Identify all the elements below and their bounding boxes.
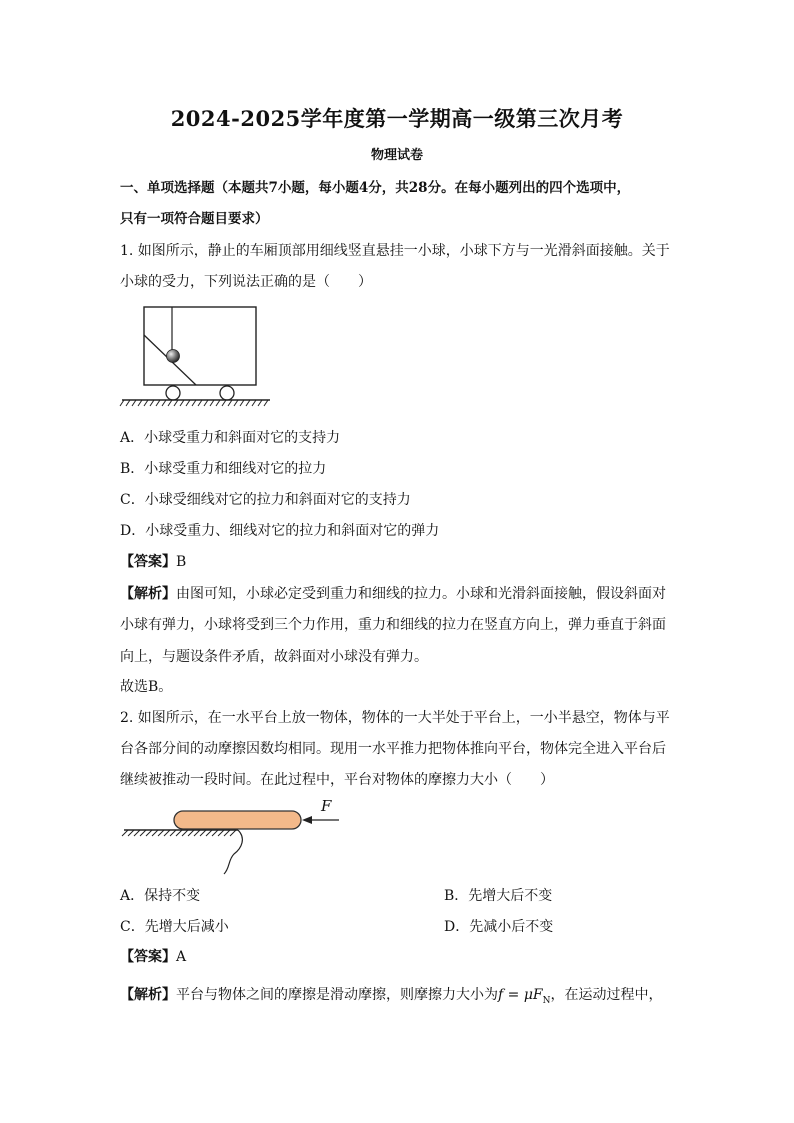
q2-option-c: C．先增大后减小 — [120, 919, 229, 935]
section-heading-line2: 只有一项符合题目要求） — [120, 211, 269, 227]
q1-answer-tag: 【答案】 — [120, 554, 176, 570]
q2-stem-line3: 继续被推动一段时间。在此过程中，平台对物体的摩擦力大小（ ） — [120, 772, 554, 788]
exam-title: 2024-2025学年度第一学期高一级第三次月考 — [170, 106, 624, 131]
q1-conclusion: 故选B。 — [120, 679, 173, 695]
exam-subtitle: 物理试卷 — [370, 148, 423, 163]
q1-option-d: D．小球受重力、细线对它的拉力和斜面对它的弹力 — [120, 523, 440, 539]
q2-analysis-line1 — [120, 984, 663, 1006]
q2-answer-value: A — [176, 949, 187, 965]
q1-stem-line2: 小球的受力，下列说法正确的是（ ） — [120, 274, 372, 290]
q1-option-b: B．小球受重力和细线对它的拉力 — [120, 461, 327, 477]
q2-analysis-tag: 【解析】 — [120, 987, 176, 1003]
q1-analysis-tag: 【解析】 — [120, 586, 176, 602]
q1-answer-value: B — [176, 554, 187, 570]
section-heading-line1: 一、单项选择题（本题共7小题，每小题4分，共28分。在每小题列出的四个选项中， — [120, 180, 631, 196]
q2-figure-platform — [118, 796, 348, 876]
q2-answer — [120, 946, 186, 966]
q1-analysis-text1: 由图可知，小球必定受到重力和细线的拉力。小球和光滑斜面接触，假设斜面对 — [176, 586, 666, 602]
q2-option-b: B．先增大后不变 — [444, 888, 553, 904]
q2-analysis-text-pre: 平台与物体之间的摩擦是滑动摩擦，则摩擦力大小为 — [176, 987, 498, 1003]
q2-formula-eq: = — [503, 987, 524, 1003]
q1-stem-line1: 1. 如图所示，静止的车厢顶部用细线竖直悬挂一小球，小球下方与一光滑斜面接触。关于 — [120, 243, 670, 259]
q1-answer — [120, 551, 186, 571]
q1-analysis-line1 — [120, 583, 666, 603]
q2-force-label: F — [321, 797, 332, 815]
q2-option-d: D．先减小后不变 — [444, 919, 554, 935]
q2-formula-sub: N — [542, 995, 551, 1006]
q1-analysis-line3: 向上，与题设条件矛盾，故斜面对小球没有弹力。 — [120, 649, 428, 665]
q2-object — [174, 811, 301, 829]
q1-option-a: A．小球受重力和斜面对它的支持力 — [120, 430, 341, 446]
q2-stem-line2: 台各部分间的动摩擦因数均相同。现用一水平推力把物体推向平台，物体完全进入平台后 — [120, 741, 666, 757]
q2-formula-mu-f: μF — [523, 987, 543, 1003]
q1-analysis-line2: 小球有弹力，小球将受到三个力作用，重力和细线的拉力在竖直方向上，弹力垂直于斜面 — [120, 617, 666, 633]
q1-figure-carriage — [118, 300, 278, 412]
q1-option-c: C．小球受细线对它的拉力和斜面对它的支持力 — [120, 492, 411, 508]
q2-stem-line1: 2. 如图所示，在一水平台上放一物体，物体的一大半处于平台上，一小半悬空，物体与平 — [120, 710, 670, 726]
q2-answer-tag: 【答案】 — [120, 949, 176, 965]
q2-formula-f: f — [498, 987, 504, 1003]
q2-analysis-text-post: ，在运动过程中， — [550, 987, 663, 1003]
q2-option-a: A．保持不变 — [120, 888, 201, 904]
